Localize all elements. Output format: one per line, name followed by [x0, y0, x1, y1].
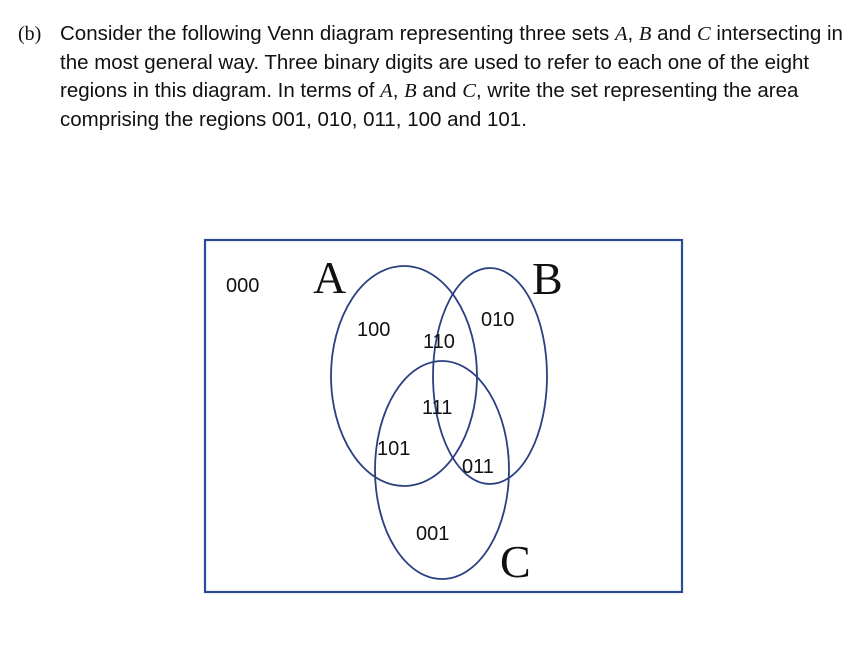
math-symbol: B	[404, 80, 417, 102]
region-000-label: 000	[226, 275, 260, 297]
region-100-label: 100	[357, 319, 391, 341]
math-symbol: A	[614, 23, 628, 45]
math-symbol: A	[380, 80, 393, 102]
question-label: (b)	[18, 23, 42, 45]
region-110-label: 110	[423, 331, 455, 353]
math-symbol: C	[462, 80, 476, 102]
region-010-label: 010	[481, 309, 515, 331]
math-symbol: B	[638, 23, 652, 45]
math-symbol: C	[697, 23, 711, 45]
set-b-label: B	[532, 253, 563, 304]
region-101-label: 101	[377, 438, 411, 460]
region-111-label: 111	[422, 397, 453, 419]
region-011-label: 011	[462, 456, 494, 478]
question-text-run: and	[416, 79, 463, 102]
question-text-run: Consider the following Venn diagram representing three sets	[60, 22, 615, 45]
question-text-run: ,	[392, 79, 405, 102]
set-a-label: A	[313, 252, 347, 303]
question-text-run: ,	[627, 22, 639, 45]
question-text-run: , write the set representing the area comprising the regions 001, 010, 011, 100 and 101.	[60, 79, 799, 131]
question-text-run: intersecting in the most general way. Three binary digits are used to refer to each one of the eight regions in this diagram. In terms of	[60, 22, 843, 102]
set-c-label: C	[500, 536, 531, 587]
region-001-label: 001	[416, 523, 450, 545]
question-text-run: and	[651, 22, 698, 45]
set-b-circle	[433, 268, 547, 484]
